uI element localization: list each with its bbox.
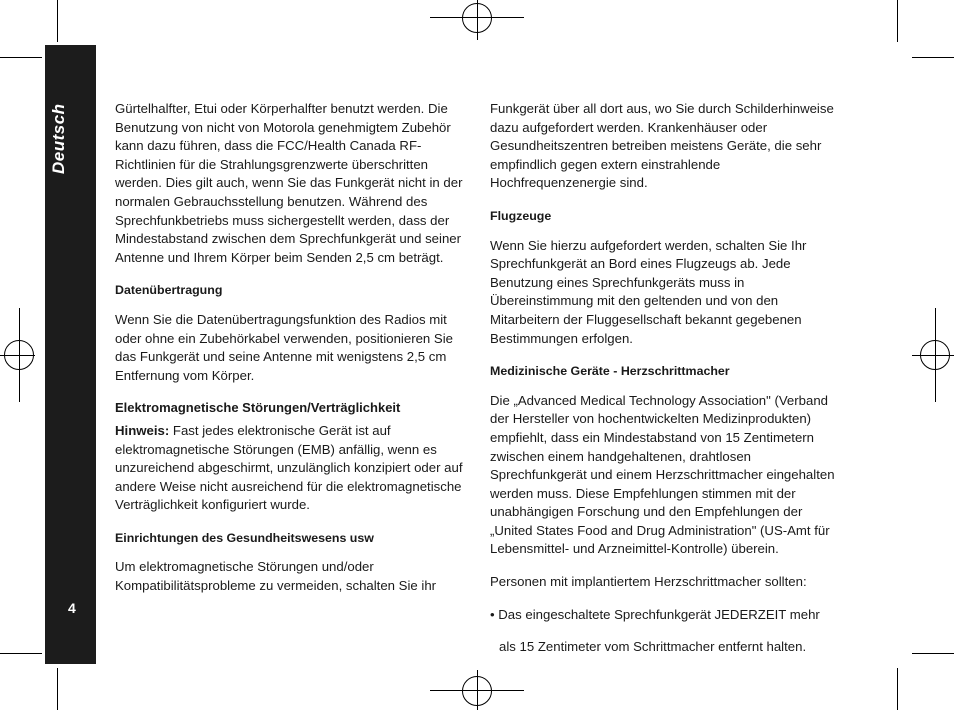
section-heading: Flugzeuge — [490, 208, 552, 223]
section-heading: Medizinische Geräte - Herzschrittmacher — [490, 364, 730, 379]
registration-circle — [462, 3, 492, 33]
note-paragraph — [115, 422, 465, 515]
paragraph: Wenn Sie die Datenübertragungsfunktion des Radios mit oder ohne ein Zubehörkabel verwenden, positionieren Sie das Funkgerät und seine Antenne mit wenigstens 2,5 cm Entfernung vom Körper. — [115, 311, 453, 383]
crop-mark — [897, 0, 898, 42]
note-label: Hinweis: — [115, 422, 170, 438]
crop-mark — [0, 57, 42, 58]
paragraph: Funkgerät über all dort aus, wo Sie durch Schilderhinweise dazu aufgefordert werden. Krankenhäuser oder Gesundheitszentren betreiben meistens Geräte, die sehr empfindlich gegen extern einstrahlende Hochfrequenzenergie sind. — [490, 101, 834, 191]
section-heading: Einrichtungen des Gesundheitswesens usw — [115, 530, 374, 545]
section-heading: Datenübertragung — [115, 283, 223, 298]
paragraph: Gürtelhalfter, Etui oder Körperhalfter benutzt werden. Die Benutzung von nicht von Motorola genehmigtem Zubehör kann dazu führen, dass die FCC/Health Canada RF-Richtlinien für die Strahlungsgrenzwerte überschritten werden. Dies gilt auch, wenn Sie das Funkgerät nicht in der normalen Gebrauchsstellung benutzen. Während des Sprechfunkbetriebs muss sichergestellt werden, dass der Mindestabstand zwischen dem Sprechfunkgerät und seiner Antenne und Ihrem Körper beim Senden 2,5 cm beträgt. — [115, 101, 463, 265]
note-text: Fast jedes elektronische Gerät ist auf elektromagnetische Störungen (EMB) anfällig, wenn es unzureichend abgeschirmt, unzulänglich konzipiert oder auf andere Weise nicht ausreichend für die elektromagnetische Verträglichkeit konfiguriert wurde. — [115, 422, 463, 513]
bullet-item-continuation: als 15 Zentimeter vom Schrittmacher entfernt halten. — [499, 639, 807, 655]
paragraph: Wenn Sie hierzu aufgefordert werden, schalten Sie Ihr Sprechfunkgerät an Bord eines Flugzeugs ab. Jede Benutzung eines Sprechfunkgeräts muss in Übereinstimmung mit den geltenden und von den Mitarbeitern der Fluggesellschaft bekannt gegebenen Bestimmungen erfolgen. — [490, 237, 807, 346]
registration-circle — [462, 676, 492, 706]
crop-mark — [57, 0, 58, 42]
registration-circle — [4, 340, 34, 370]
paragraph: Die „Advanced Medical Technology Association" (Verband der Hersteller von hochentwickelten Medizinprodukten) empfiehlt, dass ein Mindestabstand von 15 Zentimetern zwischen einem handgehaltenen, drahtlosen Sprechfunkgerät und einem Herzschrittmacher eingehalten werden muss. Diese Empfehlungen stimmen mit der unabhängigen Forschung und den Empfehlungen der „United States Food and Drug Administration" (US-Amt für Lebensmittel- und Arzneimittel-Kontrolle) überein. — [490, 392, 835, 557]
crop-mark — [897, 668, 898, 710]
page-number: 4 — [68, 600, 76, 616]
bullet-item: • Das eingeschaltete Sprechfunkgerät JEDERZEIT mehr — [490, 606, 820, 622]
text-column-right — [490, 100, 845, 671]
section-heading: Elektromagnetische Störungen/Verträglichkeit — [115, 400, 401, 416]
text-column-left — [115, 100, 465, 610]
paragraph: Personen mit implantiertem Herzschrittmacher sollten: — [490, 574, 807, 590]
crop-mark — [912, 653, 954, 654]
crop-mark — [0, 653, 42, 654]
crop-mark — [912, 57, 954, 58]
sidebar-language-label: Deutsch — [49, 103, 68, 174]
registration-circle — [920, 340, 950, 370]
crop-mark — [57, 668, 58, 710]
paragraph: Um elektromagnetische Störungen und/oder Kompatibilitätsprobleme zu vermeiden, schalten Sie ihr — [115, 559, 437, 594]
